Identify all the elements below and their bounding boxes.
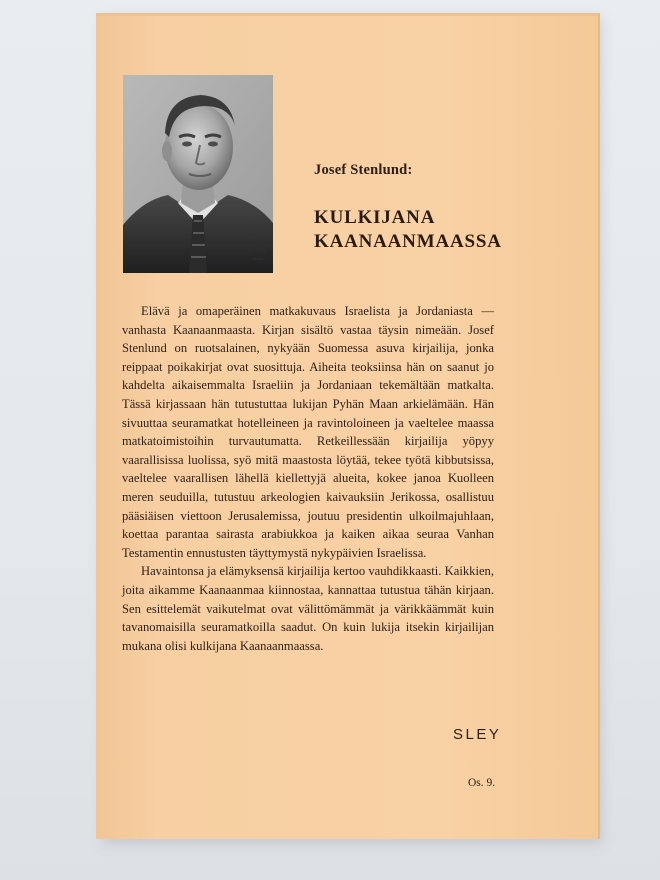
author-portrait [123,75,273,273]
book-title-line-2: KAANAANMAASSA [314,231,502,252]
cover-top-edge [96,13,598,16]
book-description [122,302,494,655]
book-back-cover [96,13,600,839]
description-paragraph-1: Elävä ja omaperäinen matkakuvaus Israelista ja Jordaniasta — vanhasta Kaanaanmaasta. Kirjan sisältö vastaa täysin nimeään. Josef Stenlund on ruotsalainen, nykyään Suomessa asuva kirjailija, jonka reippaat poikakirjat ovat suosittuja. Aiheita teoksiinsa hän on saanut jo kahdelta aikaisemmalta Israeliin ja Jordaniaan tekemältään matkalta. Tässä kirjassaan hän tutustuttaa lukijan Pyhän Maan arkielämään. Hän sivuuttaa seuramatkat hotelleineen ja ravintoloineen ja vaeltelee maassa matkatoimistoihin turvautumatta. Retkeillessään kirjailija yöpyy vaarallisissa luolissa, syö mitä maastosta löytää, tekee työtä kibbutsissa, vaeltelee vaarallisen lähellä kiellettyjä alueita, kokee janoa Kuolleen meren seuduilla, tutustuu arkeologien kaivauksiin Jerikossa, osallistuu pääsiäisen viettoon Jerusalemissa, joutuu presidentin ulkoilmajuhlaan, koettaa parantaa sairasta arabiukkoa ja kaiken aikaa seuraa Vanhan Testamentin ennustusten täyttymystä nykypäivien Israelissa. [122,304,494,560]
author-portrait-image [123,75,273,273]
publisher-name: SLEY [453,726,502,743]
series-code: Os. 9. [468,777,496,789]
description-paragraph-2: Havaintonsa ja elämyksensä kirjailija kertoo vauhdikkaasti. Kaikkien, joita aikamme Kaanaanmaa kiinnostaa, kannattaa tutustua tähän kirjaan. Sen esittelemät vaikutelmat ovat välittömämmät ja värikkäämmät kuin tavanomaisilla seuramatkoilla saadut. On kuin lukija itsekin kirjailijan mukana olisi kulkijana Kaanaanmaassa. [122,564,494,653]
book-title [314,206,502,254]
book-title-line-1: KULKIJANA [314,207,436,228]
author-name: Josef Stenlund: [314,162,413,178]
